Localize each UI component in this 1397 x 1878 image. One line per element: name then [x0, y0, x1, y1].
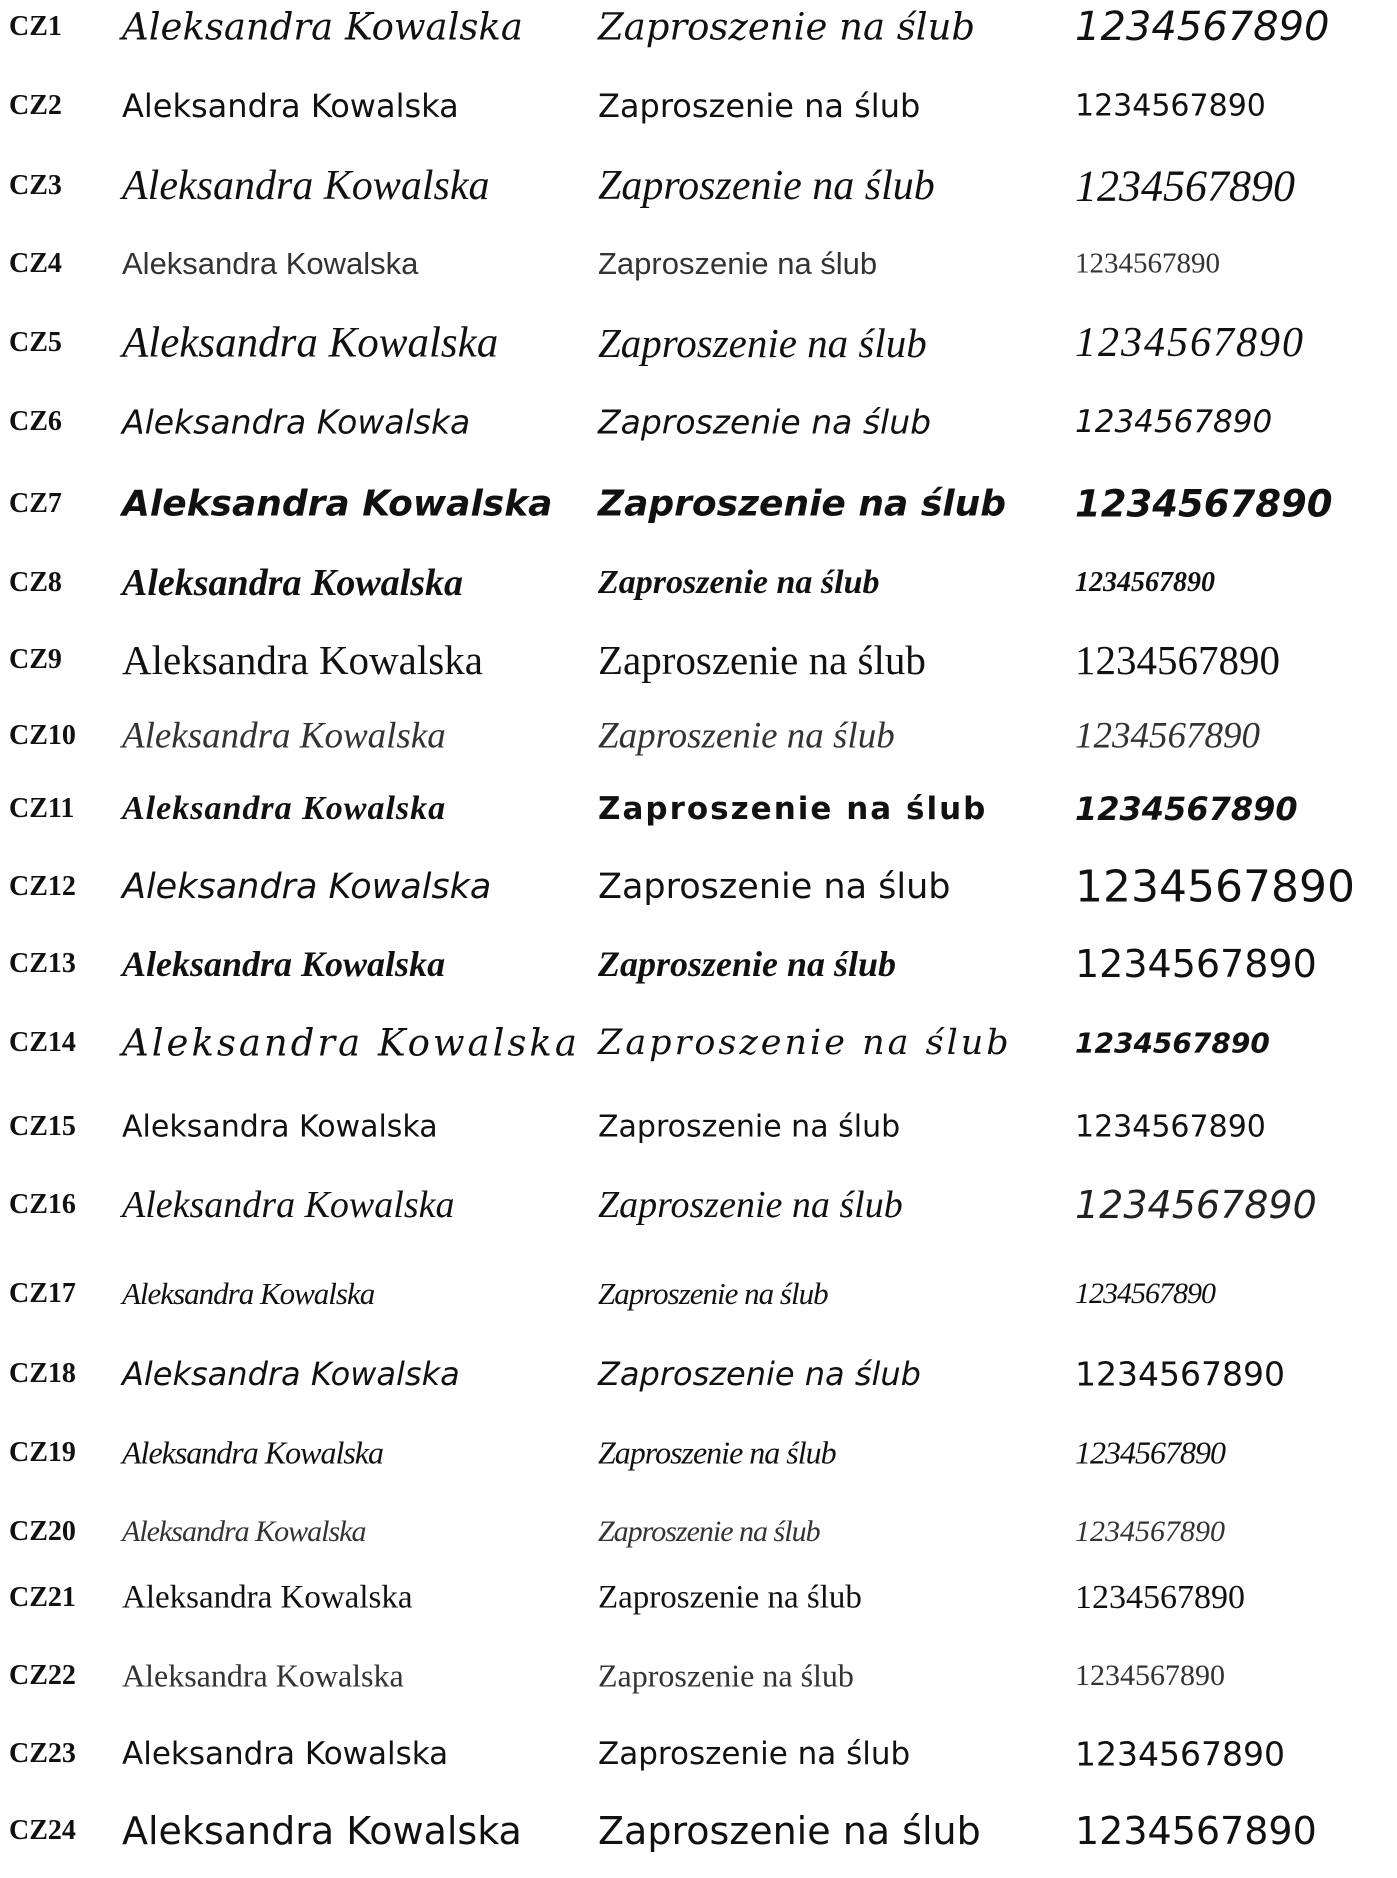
font-sample-row	[0, 1344, 1397, 1404]
sample-name: Aleksandra Kowalska	[122, 402, 471, 442]
sample-name: Aleksandra Kowalska	[122, 1109, 438, 1145]
font-code: CZ22	[9, 1660, 76, 1691]
sample-phrase: Zaproszenie na ślub	[598, 1736, 911, 1772]
sample-phrase: Zaproszenie na ślub	[598, 637, 926, 683]
sample-phrase: Zaproszenie na ślub	[598, 944, 897, 984]
font-code: CZ2	[9, 90, 62, 121]
sample-name: Aleksandra Kowalska	[122, 562, 464, 604]
font-sample-row	[0, 779, 1397, 839]
font-code: CZ23	[9, 1738, 76, 1769]
sample-phrase: Zaproszenie na ślub	[598, 320, 927, 366]
font-code: CZ16	[9, 1189, 76, 1220]
font-sample-row	[0, 474, 1397, 534]
sample-name: Aleksandra Kowalska	[122, 1515, 366, 1548]
sample-digits: 1234567890	[1075, 88, 1266, 124]
font-sample-row	[0, 553, 1397, 613]
sample-name: Aleksandra Kowalska	[122, 1276, 375, 1311]
font-sample-row	[0, 1502, 1397, 1562]
font-sample-row	[0, 1724, 1397, 1784]
font-sample-row	[0, 934, 1397, 994]
sample-phrase: Zaproszenie na ślub	[598, 715, 895, 757]
sample-digits: 1234567890	[1075, 161, 1295, 211]
sample-digits: 1234567890	[1075, 320, 1305, 366]
font-code: CZ13	[9, 948, 76, 979]
sample-phrase: Zaproszenie na ślub	[598, 163, 935, 209]
sample-digits: 1234567890	[1075, 1579, 1245, 1616]
sample-name: Aleksandra Kowalska	[122, 867, 492, 907]
sample-name: Aleksandra Kowalska	[122, 715, 446, 757]
font-code: CZ1	[9, 11, 62, 42]
sample-phrase: Zaproszenie na ślub	[598, 246, 878, 281]
sample-phrase: Zaproszenie na ślub	[598, 1809, 981, 1853]
font-code: CZ15	[9, 1111, 76, 1142]
sample-name: Aleksandra Kowalska	[122, 246, 419, 281]
font-code: CZ7	[9, 488, 62, 519]
sample-name: Aleksandra Kowalska	[122, 944, 446, 984]
sample-phrase: Zaproszenie na ślub	[598, 5, 976, 49]
font-sample-row	[0, 1646, 1397, 1706]
font-code: CZ8	[9, 567, 62, 598]
font-sample-row	[0, 1264, 1397, 1324]
font-sample-row	[0, 857, 1397, 917]
sample-phrase: Zaproszenie na ślub	[598, 1023, 1012, 1063]
sample-digits: 1234567890	[1075, 4, 1330, 50]
sample-phrase: Zaproszenie na ślub	[598, 1109, 901, 1145]
sample-digits: 1234567890	[1075, 942, 1317, 986]
font-sample-row	[0, 706, 1397, 766]
font-sample-row	[0, 1568, 1397, 1628]
sample-phrase: Zaproszenie na ślub	[598, 791, 988, 827]
font-code: CZ3	[9, 170, 62, 201]
sample-digits: 1234567890	[1075, 247, 1220, 280]
sample-name: Aleksandra Kowalska	[122, 1184, 455, 1226]
font-sample-row	[0, 76, 1397, 136]
sample-phrase: Zaproszenie na ślub	[598, 1355, 921, 1393]
font-code: CZ17	[9, 1278, 76, 1309]
sample-digits: 1234567890	[1075, 861, 1355, 913]
sample-name: Aleksandra Kowalska	[122, 5, 523, 49]
font-sample-row	[0, 392, 1397, 452]
sample-phrase: Zaproszenie na ślub	[598, 1515, 820, 1548]
font-sample-row	[0, 234, 1397, 294]
sample-phrase: Zaproszenie na ślub	[598, 483, 1006, 525]
sample-digits: 1234567890	[1075, 1026, 1270, 1060]
sample-name: Aleksandra Kowalska	[122, 1434, 383, 1471]
sample-phrase: Zaproszenie na ślub	[598, 867, 951, 907]
sample-phrase: Zaproszenie na ślub	[598, 87, 921, 125]
sample-digits: 1234567890	[1075, 1183, 1317, 1227]
sample-phrase: Zaproszenie na ślub	[598, 1657, 854, 1694]
sample-phrase: Zaproszenie na ślub	[598, 1579, 862, 1616]
font-code: CZ12	[9, 871, 76, 902]
sample-name: Aleksandra Kowalska	[122, 163, 490, 209]
sample-digits: 1234567890	[1075, 1434, 1225, 1471]
sample-digits: 1234567890	[1075, 1734, 1285, 1774]
font-code: CZ19	[9, 1437, 76, 1468]
sample-digits: 1234567890	[1075, 1354, 1285, 1394]
sample-name: Aleksandra Kowalska	[122, 790, 447, 827]
font-sample-row	[0, 0, 1397, 57]
font-code: CZ6	[9, 406, 62, 437]
sample-digits: 1234567890	[1075, 790, 1298, 828]
sample-digits: 1234567890	[1075, 1659, 1225, 1692]
font-sample-row	[0, 630, 1397, 690]
font-sample-row	[0, 1097, 1397, 1157]
font-sample-row	[0, 1013, 1397, 1073]
sample-name: Aleksandra Kowalska	[122, 483, 553, 525]
font-code: CZ14	[9, 1027, 76, 1058]
sample-digits: 1234567890	[1075, 1277, 1215, 1310]
sample-digits: 1234567890	[1075, 1515, 1225, 1548]
sample-phrase: Zaproszenie na ślub	[598, 402, 932, 442]
sample-name: Aleksandra Kowalska	[122, 319, 499, 367]
sample-phrase: Zaproszenie na ślub	[598, 1434, 836, 1471]
sample-phrase: Zaproszenie na ślub	[598, 564, 880, 601]
sample-digits: 1234567890	[1075, 637, 1280, 683]
font-code: CZ5	[9, 327, 62, 358]
sample-phrase: Zaproszenie na ślub	[598, 1276, 828, 1311]
sample-digits: 1234567890	[1075, 1109, 1266, 1145]
sample-name: Aleksandra Kowalska	[122, 1355, 460, 1393]
sample-digits: 1234567890	[1075, 404, 1273, 440]
font-code: CZ9	[9, 644, 62, 675]
font-code: CZ24	[9, 1815, 76, 1846]
font-code: CZ20	[9, 1516, 76, 1547]
font-code: CZ18	[9, 1358, 76, 1389]
sample-phrase: Zaproszenie na ślub	[598, 1184, 903, 1226]
sample-digits: 1234567890	[1075, 715, 1260, 757]
font-sample-row	[0, 1801, 1397, 1861]
sample-name: Aleksandra Kowalska	[122, 1579, 413, 1616]
font-sample-row	[0, 1175, 1397, 1235]
sample-name: Aleksandra Kowalska	[122, 637, 483, 683]
sample-name: Aleksandra Kowalska	[122, 1657, 404, 1694]
sample-digits: 1234567890	[1075, 1809, 1317, 1853]
font-sample-row	[0, 156, 1397, 216]
font-code: CZ11	[9, 793, 75, 824]
font-sample-row	[0, 313, 1397, 373]
font-code: CZ4	[9, 248, 62, 279]
sample-digits: 1234567890	[1075, 482, 1333, 526]
font-sample-row	[0, 1423, 1397, 1483]
font-code: CZ10	[9, 720, 76, 751]
sample-name: Aleksandra Kowalska	[122, 1809, 522, 1853]
sample-name: Aleksandra Kowalska	[122, 1021, 580, 1065]
font-code: CZ21	[9, 1582, 76, 1613]
sample-name: Aleksandra Kowalska	[122, 87, 459, 125]
sample-name: Aleksandra Kowalska	[122, 1736, 449, 1772]
sample-digits: 1234567890	[1075, 567, 1215, 598]
